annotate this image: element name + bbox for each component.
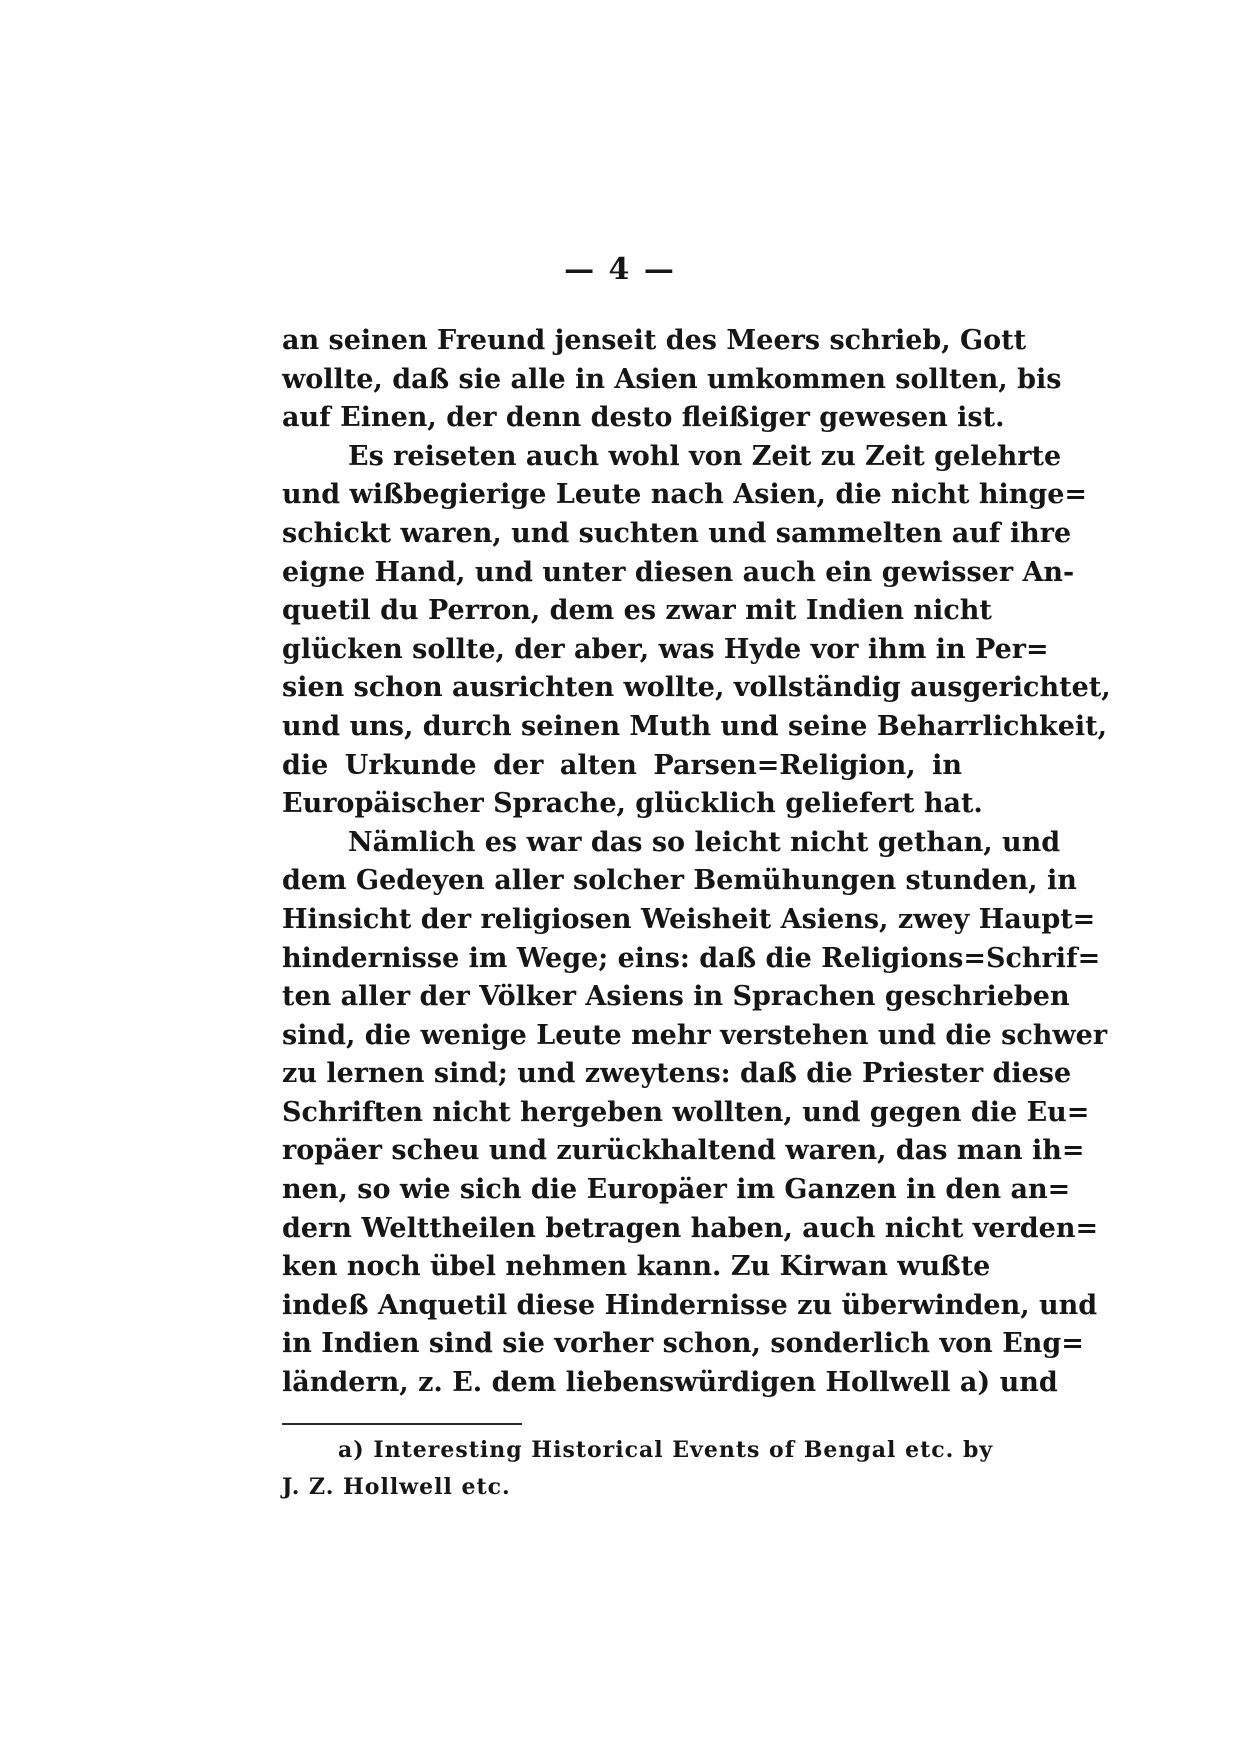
text-line: schickt waren, und suchten und sammelten auf ihre	[282, 517, 1072, 549]
text-line: glücken sollte, der aber, was Hyde vor ihm in Per=	[282, 633, 1049, 665]
footnote-line: a) Interesting Historical Events of Bengal etc. by	[338, 1437, 994, 1463]
text-line: Hinsicht der religiosen Weisheit Asiens, zwey Haupt=	[282, 903, 1096, 935]
footnote-divider	[282, 1423, 522, 1425]
text-line: dern Welttheilen betragen haben, auch nicht verden=	[282, 1212, 1099, 1244]
text-line: sind, die wenige Leute mehr verstehen und die schwer	[282, 1019, 1108, 1051]
text-line: die Urkunde der alten Parsen=Religion, in	[282, 749, 962, 781]
text-line: Es reiseten auch wohl von Zeit zu Zeit gelehrte	[348, 440, 1062, 472]
text-line: und wißbegierige Leute nach Asien, die nicht hinge=	[282, 479, 1088, 511]
text-line: Europäischer Sprache, glücklich geliefert hat.	[282, 788, 983, 820]
text-line: wollte, daß sie alle in Asien umkommen sollten, bis	[282, 363, 1062, 395]
text-line: ländern, z. E. dem liebenswürdigen Hollwell a) und	[282, 1367, 1058, 1399]
body-text	[282, 322, 1111, 1403]
text-line: zu lernen sind; und zweytens: daß die Priester diese	[282, 1058, 1072, 1090]
text-line: auf Einen, der denn desto fleißiger gewesen ist.	[282, 402, 1005, 434]
footnote-line: J. Z. Hollwell etc.	[282, 1474, 511, 1500]
text-line: indeß Anquetil diese Hindernisse zu überwinden, und	[282, 1289, 1098, 1321]
page-number: — 4 —	[564, 252, 676, 287]
footnotes	[282, 1432, 994, 1506]
text-line: ken noch übel nehmen kann. Zu Kirwan wußte	[282, 1251, 991, 1283]
text-line: nen, so wie sich die Europäer im Ganzen in den an=	[282, 1174, 1071, 1206]
text-line: quetil du Perron, dem es zwar mit Indien nicht	[282, 595, 992, 627]
text-line: in Indien sind sie vorher schon, sonderlich von Eng=	[282, 1328, 1084, 1360]
text-line: eigne Hand, und unter diesen auch ein gewisser An-	[282, 556, 1075, 588]
text-line: Nämlich es war das so leicht nicht gethan, und	[348, 826, 1061, 858]
text-line: an seinen Freund jenseit des Meers schrieb, Gott	[282, 325, 1027, 356]
text-line: dem Gedeyen aller solcher Bemühungen stunden, in	[282, 865, 1077, 897]
text-line: Schriften nicht hergeben wollten, und gegen die Eu=	[282, 1096, 1090, 1128]
text-line: hindernisse im Wege; eins: daß die Religions=Schrif=	[282, 942, 1101, 974]
text-line: sien schon ausrichten wollte, vollständig ausgerichtet,	[282, 672, 1111, 704]
text-line: und uns, durch seinen Muth und seine Beharrlichkeit,	[282, 710, 1108, 742]
text-line: ropäer scheu und zurückhaltend waren, das man ih=	[282, 1135, 1085, 1167]
text-line: ten aller der Völker Asiens in Sprachen geschrieben	[282, 981, 1070, 1013]
